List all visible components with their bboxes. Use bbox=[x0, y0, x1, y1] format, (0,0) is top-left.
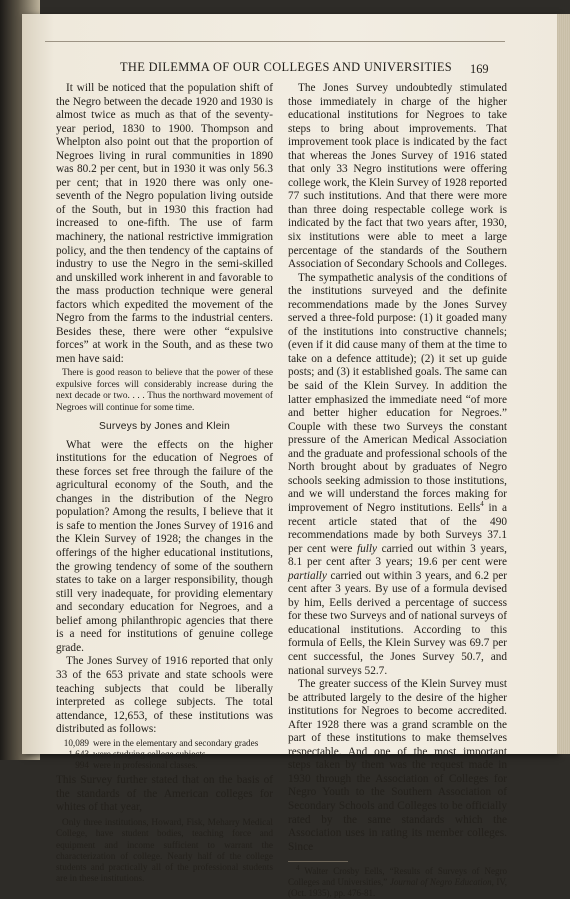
emphasis: fully bbox=[356, 542, 378, 555]
paragraph: The Jones Survey of 1916 reported that only 33 of the 653 private and state schools were teaching subjects that could be liberally interpreted as college subjects. The total attendance, 12,653, of these institutions was distributed as follows: bbox=[56, 655, 273, 736]
tally-count: 10,089 bbox=[63, 737, 89, 748]
tally-row bbox=[56, 749, 273, 760]
paragraph: This Survey further stated that on the basis of the standards of the American colleges for whites of that year, bbox=[56, 774, 273, 814]
footnote-rule bbox=[288, 861, 348, 862]
page-number: 169 bbox=[470, 62, 489, 76]
block-quote: There is good reason to believe that the power of these expulsive forces will considerably increase during the next decade or two. . . . Thus the northward movement of Negroes will continue for some time. bbox=[56, 368, 273, 413]
text-run: carried out within 3 years, 8.1 per cent after 3 years; 19.6 per cent were bbox=[288, 542, 507, 569]
running-head: THE DILEMMA OF OUR COLLEGES AND UNIVERSITIES bbox=[120, 60, 453, 74]
tally-row bbox=[56, 738, 273, 749]
quoted-note: Only three institutions, Howard, Fisk, Meharry Medical College, have student bodies, teaching force and equipment and income sufficient to warrant the characterization of college. Nearly half of the college students and practically all of the professional students are in these institutions. bbox=[56, 817, 273, 885]
tally-row bbox=[56, 760, 273, 771]
section-heading: Surveys by Jones and Klein bbox=[99, 421, 230, 433]
paragraph: The greater success of the Klein Survey must be attributed largely to the desire of the higher institutions for Negroes to become accredited. After 1928 there was a grand scramble on the part of these institutions to make themselves respectable. And one of the most important steps taken by them was the request made in 1930 through the Association of Colleges for Negro Youth to the Southern Association of Secondary Schools and Colleges to be officially rated by the same standards which the Association uses in rating its member colleges. Since bbox=[288, 678, 507, 853]
right-column bbox=[288, 82, 507, 899]
header-rule bbox=[45, 41, 505, 42]
footnote-text: IV, (Oct. 1935), pp. 476-81. bbox=[288, 876, 507, 898]
paragraph: What were the effects on the higher institutions for the education of Negroes of these forces set free through the failure of the agricultural economy of the South, and the changes in the distribution of the Negro population? Among the results, I believe that it is safe to mention the Jones Survey of 1916 and the Klein Survey of 1928; the changes in the offerings of the higher educational institutions, the growing tendency of some of the southern states to take on a larger responsibility, though still very inadequate, for providing elementary and secondary education for Negroes, and a belief among philanthropic agencies that there is a need for institutions of genuine college grade. bbox=[56, 438, 273, 654]
tally-text: were in professional classes. bbox=[93, 760, 198, 771]
left-column bbox=[56, 82, 273, 886]
text-run: in a recent article stated that of the 490 recommendations made by both Surveys 37.1 per cent were bbox=[288, 501, 507, 555]
tally-count: 1,643 bbox=[68, 748, 89, 759]
tally-text: were in the elementary and secondary grades bbox=[93, 737, 259, 748]
tally-count: 994 bbox=[75, 760, 89, 771]
footnote bbox=[288, 866, 507, 898]
footnote-text: Walter Crosby Eells, “Results of Surveys of Negro Colleges and Universities,” bbox=[288, 866, 507, 887]
tally-text: were studying college subjects bbox=[93, 748, 206, 759]
journal-title: Journal of Negro Education, bbox=[389, 876, 494, 887]
footnote-number: 4 bbox=[296, 864, 300, 873]
paragraph: It will be noticed that the population shift of the Negro between the decade 1920 and 1930 is almost twice as much as that of the seventy-year period, 1830 to 1900. Thompson and Whelpton also point out that the proportion of Negroes living in rural communities in 1890 was 80.2 per cent, but in 1930 it was only 56.3 per cent; that in 1920 there was only one-seventh of the Negro population living outside of the South, but in 1930 this fraction had increased to one-fifth. The use of farm machinery, the national restrictive immigration policy, and the then tendency of the captains of industry to use the Negro in the semi-skilled and unskilled work inherent in and favorable to the mass production technique were general factors which expedited the movement of the Negro from the farms to the industrial centers. Besides these, there were other “expulsive forces” at work in the South, and as these two men have said: bbox=[56, 82, 273, 365]
footnote-reference: 4 bbox=[480, 500, 484, 509]
emphasis: partially bbox=[288, 569, 327, 582]
paragraph: The Jones Survey undoubtedly stimulated those immediately in charge of the higher educational institutions for Negroes to take steps to bring about improvements. That improvement took place is indicated by the fact that whereas the Jones Survey of 1916 stated that only 33 Negro institutions were offering college work, the Klein Survey of 1928 reported 77 such institutions. And that there were more than three doing respectable college work is indicated by the fact that two years after, 1930, six institutions were able to meet a large percentage of the standards of the Southern Association of Secondary Schools and Colleges. bbox=[288, 82, 507, 271]
text-run: carried out within 3 years, and 6.2 per cent after 3 years. By use of a formula devised by him, Eells derived a percentage of success for these two Surveys and of national surveys of educational institutions. According to this formula of Eells, the Klein Survey was 69.7 per cent successful, the Jones Survey 50.7, and national surveys 52.7. bbox=[288, 569, 507, 677]
text-run: The sympathetic analysis of the conditions of the institutions surveyed and the definite recommendations made by the Jones Survey served a three-fold purpose: (1) it goaded many of the institutions into constructive channels; (even if it did cause many of them at the time to take on a defence attitude); (2) it set up guide posts; and (3) it established goals. The same can be said of the Klein Survey. In addition the latter emphasized the immediate need “of more and better higher education for Negroes.” Couple with these two Surveys the constant pressure of the American Medical Association and the graduate and professional schools of the North brought about by graduates of Negro schools seeking admission to those institutions, and we will understand the forces making for improvement of Negro institutions. Eells bbox=[288, 271, 507, 514]
page-edges bbox=[557, 14, 570, 754]
attendance-tally bbox=[56, 738, 273, 772]
paragraph bbox=[288, 272, 507, 678]
